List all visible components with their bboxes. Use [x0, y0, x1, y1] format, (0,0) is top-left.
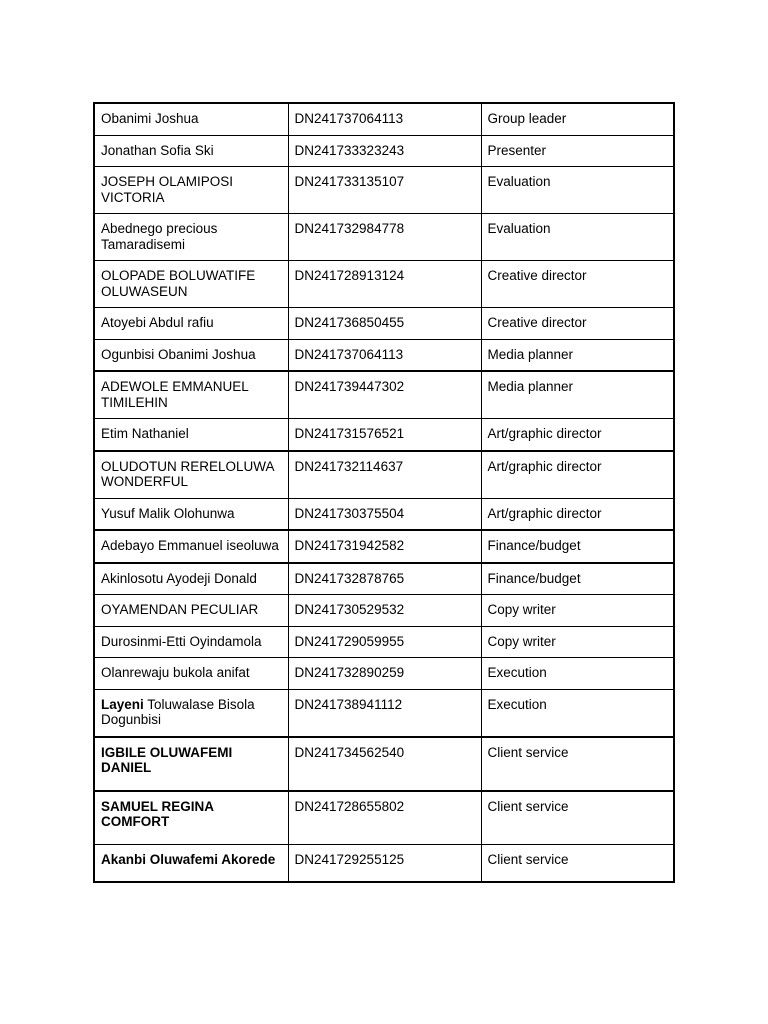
name-cell: Durosinmi-Etti Oyindamola — [94, 626, 288, 658]
id-cell: DN241736850455 — [288, 308, 481, 340]
table-row — [94, 530, 674, 563]
id-cell: DN241732890259 — [288, 658, 481, 690]
id-cell: DN241732878765 — [288, 563, 481, 595]
name-cell: Abednego precious Tamaradisemi — [94, 214, 288, 261]
role-cell: Copy writer — [481, 595, 674, 627]
role-cell: Execution — [481, 689, 674, 737]
id-cell: DN241730375504 — [288, 498, 481, 530]
table-row — [94, 737, 674, 791]
name-bold-part: Layeni — [101, 696, 144, 712]
role-cell: Creative director — [481, 308, 674, 340]
name-cell: OLUDOTUN RERELOLUWA WONDERFUL — [94, 451, 288, 499]
table-row — [94, 135, 674, 167]
id-cell: DN241733135107 — [288, 167, 481, 214]
name-cell: IGBILE OLUWAFEMI DANIEL — [94, 737, 288, 791]
table-row — [94, 308, 674, 340]
name-cell: Ogunbisi Obanimi Joshua — [94, 339, 288, 371]
members-table — [93, 102, 675, 883]
table-row — [94, 261, 674, 308]
table-row — [94, 103, 674, 135]
name-cell — [94, 689, 288, 737]
id-cell: DN241737064113 — [288, 339, 481, 371]
name-cell: Akinlosotu Ayodeji Donald — [94, 563, 288, 595]
name-cell: Etim Nathaniel — [94, 419, 288, 451]
name-cell: OYAMENDAN PECULIAR — [94, 595, 288, 627]
id-cell: DN241739447302 — [288, 371, 481, 419]
id-cell: DN241731576521 — [288, 419, 481, 451]
role-cell: Art/graphic director — [481, 419, 674, 451]
table-row — [94, 844, 674, 882]
id-cell: DN241738941112 — [288, 689, 481, 737]
role-cell: Art/graphic director — [481, 451, 674, 499]
table-row — [94, 626, 674, 658]
name-cell: Olanrewaju bukola anifat — [94, 658, 288, 690]
table-row — [94, 563, 674, 595]
id-cell: DN241729059955 — [288, 626, 481, 658]
table-row — [94, 791, 674, 845]
name-cell: Akanbi Oluwafemi Akorede — [94, 844, 288, 882]
id-cell: DN241733323243 — [288, 135, 481, 167]
name-cell: Jonathan Sofia Ski — [94, 135, 288, 167]
name-cell: ADEWOLE EMMANUEL TIMILEHIN — [94, 371, 288, 419]
id-cell: DN241730529532 — [288, 595, 481, 627]
name-cell: Atoyebi Abdul rafiu — [94, 308, 288, 340]
role-cell: Evaluation — [481, 214, 674, 261]
role-cell: Art/graphic director — [481, 498, 674, 530]
role-cell: Evaluation — [481, 167, 674, 214]
table-row — [94, 658, 674, 690]
role-cell: Creative director — [481, 261, 674, 308]
name-cell: Yusuf Malik Olohunwa — [94, 498, 288, 530]
role-cell: Client service — [481, 844, 674, 882]
role-cell: Client service — [481, 791, 674, 845]
id-cell: DN241734562540 — [288, 737, 481, 791]
role-cell: Execution — [481, 658, 674, 690]
table-row — [94, 214, 674, 261]
id-cell: DN241737064113 — [288, 103, 481, 135]
table-row — [94, 451, 674, 499]
id-cell: DN241728655802 — [288, 791, 481, 845]
id-cell: DN241731942582 — [288, 530, 481, 563]
name-rest-part: Toluwalase Bisola Dogunbisi — [101, 696, 255, 727]
name-cell: OLOPADE BOLUWATIFE OLUWASEUN — [94, 261, 288, 308]
role-cell: Group leader — [481, 103, 674, 135]
id-cell: DN241728913124 — [288, 261, 481, 308]
id-cell: DN241732114637 — [288, 451, 481, 499]
name-cell: Adebayo Emmanuel iseoluwa — [94, 530, 288, 563]
name-cell: JOSEPH OLAMIPOSI VICTORIA — [94, 167, 288, 214]
table-row — [94, 689, 674, 737]
name-cell: Obanimi Joshua — [94, 103, 288, 135]
role-cell: Finance/budget — [481, 563, 674, 595]
role-cell: Media planner — [481, 371, 674, 419]
table-row — [94, 371, 674, 419]
role-cell: Presenter — [481, 135, 674, 167]
table-row — [94, 595, 674, 627]
id-cell: DN241729255125 — [288, 844, 481, 882]
id-cell: DN241732984778 — [288, 214, 481, 261]
table-row — [94, 419, 674, 451]
role-cell: Copy writer — [481, 626, 674, 658]
role-cell: Client service — [481, 737, 674, 791]
name-cell: SAMUEL REGINA COMFORT — [94, 791, 288, 845]
table-row — [94, 167, 674, 214]
table-row — [94, 339, 674, 371]
role-cell: Media planner — [481, 339, 674, 371]
table-row — [94, 498, 674, 530]
role-cell: Finance/budget — [481, 530, 674, 563]
